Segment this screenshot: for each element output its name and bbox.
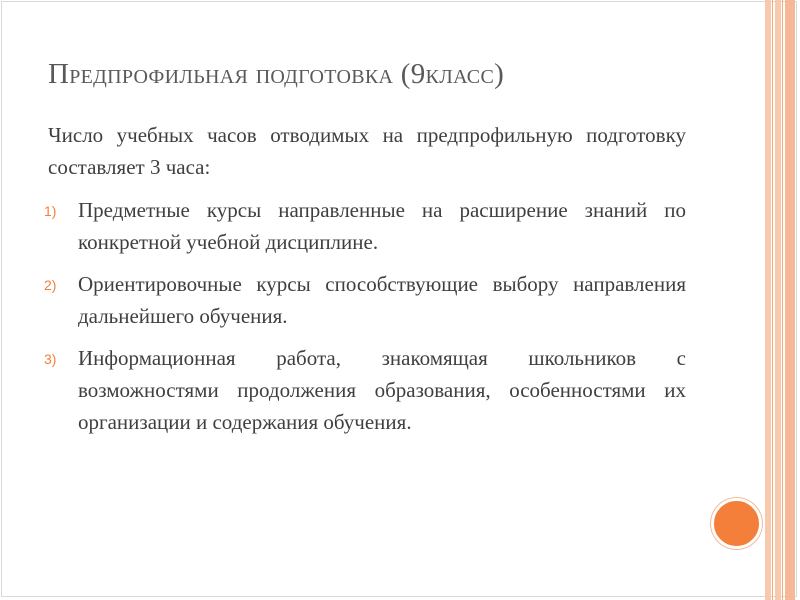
list-item [44,268,686,332]
decorative-circle [711,498,762,549]
decorative-stripe [765,0,771,600]
decorative-stripe [775,0,781,600]
decorative-stripe [785,0,795,600]
list-item-text: Информационная работа, знакомящая школьников с возможностями продолжения образования, особенностями их организации и содержания обучения. [78,346,686,434]
decorative-stripe-line [782,0,783,600]
slide-title: Предпрофильная подготовка (9класс) [48,58,505,90]
list-item [44,342,686,438]
numbered-list [44,194,686,438]
slide-content [44,119,686,448]
list-item-number: 1) [44,203,57,219]
list-item-number: 3) [44,351,57,367]
list-item-text: Ориентировочные курсы способствующие выбору направления дальнейшего обучения. [78,272,686,328]
list-item [44,194,686,258]
list-item-text: Предметные курсы направленные на расширение знаний по конкретной учебной дисциплине. [78,198,686,254]
list-item-number: 2) [44,277,57,293]
intro-paragraph: Число учебных часов отводимых на предпрофильную подготовку составляет 3 часа: [48,123,686,179]
decorative-stripe-line [772,0,773,600]
